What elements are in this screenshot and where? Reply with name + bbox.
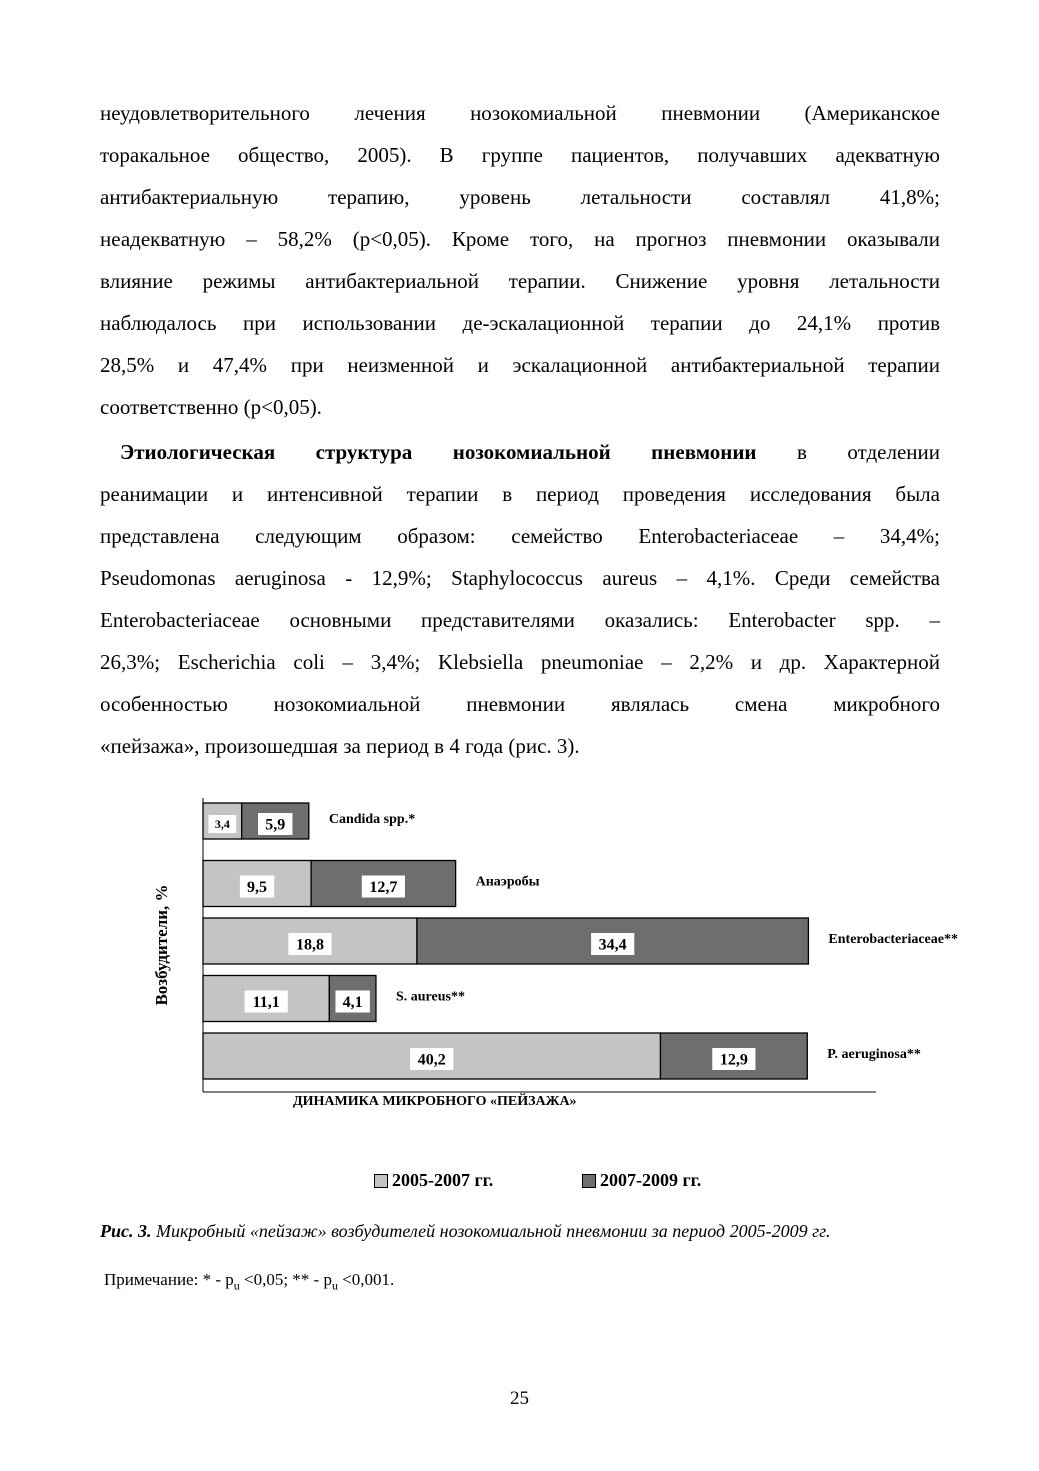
text-line: 26,3%; Escherichia coli – 3,4%; Klebsiella pneumoniae – 2,2% и др. Характерной — [100, 650, 940, 674]
data-label: 40,2 — [417, 1051, 446, 1069]
text-fragment: в отделении — [756, 440, 940, 464]
note-text: <0,001. — [337, 1270, 395, 1289]
y-axis-label: Возбудители, % — [152, 884, 171, 1006]
text-line: представлена следующим образом: семейство Enterobacteriaceae – 34,4%; — [100, 524, 940, 548]
legend-item-2007-2009 — [582, 1170, 701, 1191]
category-label: Candida spp.* — [328, 812, 416, 827]
text-line: «пейзажа», произошедшая за период в 4 года (рис. 3). — [100, 734, 580, 758]
text-line: неадекватную – 58,2% (p<0,05). Кроме того, на прогноз пневмонии оказывали — [100, 227, 940, 251]
note-text: Примечание: * - p — [104, 1270, 234, 1289]
note-sub: u — [233, 1278, 240, 1293]
note-text: <0,05; ** - p — [239, 1270, 332, 1289]
text-line: торакальное общество, 2005). В группе пациентов, получавших адекватную — [100, 143, 940, 167]
figure-caption — [100, 1220, 920, 1242]
data-label: 3,4 — [214, 817, 230, 832]
category-label: S. aureus** — [395, 989, 465, 1005]
text-line: особенностью нозокомиальной пневмонии являлась смена микробного — [100, 692, 940, 716]
microbial-landscape-chart — [140, 790, 1000, 1120]
text-line — [100, 431, 940, 473]
legend-swatch — [374, 1174, 388, 1188]
text-line: неудовлетворительного лечения нозокомиальной пневмонии (Американское — [100, 101, 940, 125]
text-line: наблюдалось при использовании де-эскалационной терапии до 24,1% против — [100, 311, 940, 335]
text-line: 28,5% и 47,4% при неизменной и эскалационной антибактериальной терапии — [100, 353, 940, 377]
category-label: Анаэробы — [475, 874, 540, 890]
data-label: 5,9 — [265, 816, 286, 834]
legend-item-2005-2007 — [374, 1170, 493, 1191]
bold-heading: Этиологическая структура нозокомиальной пневмонии — [120, 440, 757, 464]
data-label: 12,7 — [369, 879, 398, 897]
data-label: 34,4 — [598, 936, 627, 954]
paragraph-2 — [100, 431, 940, 767]
x-axis-label: ДИНАМИКА МИКРОБНОГО «ПЕЙЗАЖА» — [293, 1094, 577, 1109]
figure-note — [104, 1270, 394, 1293]
figure-label: Рис. 3. — [100, 1221, 152, 1241]
data-label: 12,9 — [719, 1051, 748, 1069]
data-label: 11,1 — [252, 994, 280, 1012]
page-number: 25 — [510, 1388, 529, 1409]
data-label: 9,5 — [247, 879, 268, 897]
category-label: P. aeruginosa** — [827, 1047, 921, 1062]
legend-swatch — [582, 1174, 596, 1188]
data-label: 18,8 — [295, 936, 324, 954]
note-sub: u — [331, 1278, 338, 1293]
text-line: Pseudomonas aeruginosa - 12,9%; Staphylococcus aureus – 4,1%. Среди семейства — [100, 566, 940, 590]
data-label: 4,1 — [342, 994, 363, 1012]
text-line: влияние режимы антибактериальной терапии. Снижение уровня летальности — [100, 269, 940, 293]
legend-label: 2007-2009 гг. — [600, 1170, 702, 1190]
text-line: Enterobacteriaceae основными представителями оказались: Enterobacter spp. – — [100, 608, 940, 632]
legend-label: 2005-2007 гг. — [392, 1170, 494, 1190]
category-label: Enterobacteriaceae** — [828, 932, 959, 947]
caption-text: Микробный «пейзаж» возбудителей нозокомиальной пневмонии за период 2005-2009 гг. — [151, 1221, 831, 1241]
text-line: антибактериальную терапию, уровень летальности составлял 41,8%; — [100, 185, 940, 209]
text-line: соответственно (p<0,05). — [100, 395, 322, 419]
paragraph-1 — [100, 92, 940, 428]
text-line: реанимации и интенсивной терапии в период проведения исследования была — [100, 482, 940, 506]
